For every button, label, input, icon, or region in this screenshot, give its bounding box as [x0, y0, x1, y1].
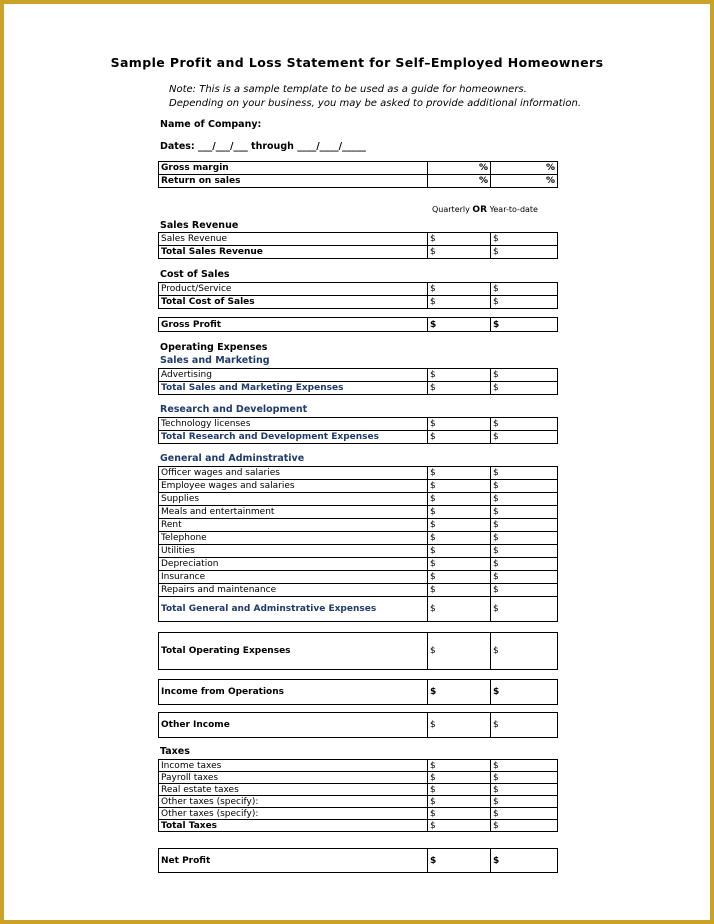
sales-marketing-table: [158, 368, 558, 395]
advertising-item: Advertising: [159, 369, 428, 382]
ga-item: Utilities: [159, 545, 428, 558]
amount-cell[interactable]: $: [428, 633, 491, 670]
amount-cell[interactable]: $: [491, 519, 558, 532]
research-dev-header: Research and Development: [160, 404, 308, 415]
total-sales-marketing: Total Sales and Marketing Expenses: [159, 382, 428, 395]
amount-cell[interactable]: $: [428, 808, 491, 820]
total-sales-revenue: Total Sales Revenue: [159, 246, 428, 259]
ytd-label: Year-to-date: [489, 205, 538, 214]
gross-margin-ytd[interactable]: %: [491, 162, 558, 175]
return-on-sales-ytd[interactable]: %: [491, 175, 558, 188]
amount-cell[interactable]: $: [428, 820, 491, 832]
net-profit-table: [158, 848, 558, 873]
page-title: Sample Profit and Loss Statement for Self–Employed Homeowners: [110, 55, 604, 70]
amount-cell[interactable]: $: [491, 382, 558, 395]
general-admin-header: General and Adminstrative: [160, 453, 305, 464]
gross-profit-table: [158, 317, 558, 332]
total-general-admin: Total General and Adminstrative Expenses: [159, 597, 428, 622]
amount-cell[interactable]: $: [428, 246, 491, 259]
amount-cell[interactable]: $: [491, 318, 558, 332]
amount-cell[interactable]: $: [428, 558, 491, 571]
cost-of-sales-table: [158, 282, 558, 309]
amount-cell[interactable]: $: [491, 571, 558, 584]
amount-cell[interactable]: $: [428, 382, 491, 395]
ga-item: Rent: [159, 519, 428, 532]
gross-margin-label: Gross margin: [159, 162, 428, 175]
operating-expenses-header: Operating Expenses: [160, 342, 268, 353]
other-income-label: Other Income: [159, 713, 428, 738]
amount-cell[interactable]: $: [428, 519, 491, 532]
amount-cell[interactable]: $: [491, 467, 558, 480]
amount-cell[interactable]: $: [428, 506, 491, 519]
amount-cell[interactable]: $: [491, 584, 558, 597]
amount-cell[interactable]: $: [491, 532, 558, 545]
amount-cell[interactable]: $: [491, 849, 558, 873]
other-income-table: [158, 712, 558, 738]
amount-cell[interactable]: $: [491, 820, 558, 832]
ga-item: Telephone: [159, 532, 428, 545]
gross-margin-quarterly[interactable]: %: [428, 162, 491, 175]
ga-item: Insurance: [159, 571, 428, 584]
amount-cell[interactable]: $: [491, 760, 558, 772]
sales-revenue-table: [158, 232, 558, 259]
taxes-table: [158, 759, 558, 832]
amount-cell[interactable]: $: [428, 571, 491, 584]
return-on-sales-quarterly[interactable]: %: [428, 175, 491, 188]
amount-cell[interactable]: $: [491, 296, 558, 309]
amount-cell[interactable]: $: [491, 545, 558, 558]
amount-cell[interactable]: $: [428, 418, 491, 431]
net-profit-label: Net Profit: [159, 849, 428, 873]
amount-cell[interactable]: $: [428, 283, 491, 296]
gross-profit-label: Gross Profit: [159, 318, 428, 332]
ga-item: Repairs and maintenance: [159, 584, 428, 597]
amount-cell[interactable]: $: [428, 532, 491, 545]
sales-revenue-header: Sales Revenue: [160, 220, 239, 231]
note-line-1: Note: This is a sample template to be used as a guide for homeowners.: [169, 84, 527, 95]
amount-cell[interactable]: $: [428, 233, 491, 246]
amount-cell[interactable]: $: [491, 597, 558, 622]
ratios-table: [158, 161, 558, 188]
amount-cell[interactable]: $: [491, 418, 558, 431]
technology-licenses-item: Technology licenses: [159, 418, 428, 431]
amount-cell[interactable]: $: [428, 784, 491, 796]
ga-item: Meals and entertainment: [159, 506, 428, 519]
amount-cell[interactable]: $: [491, 808, 558, 820]
amount-cell[interactable]: $: [428, 296, 491, 309]
tax-item: Payroll taxes: [159, 772, 428, 784]
amount-cell[interactable]: $: [491, 431, 558, 444]
amount-cell[interactable]: $: [428, 369, 491, 382]
amount-cell[interactable]: $: [428, 431, 491, 444]
amount-cell[interactable]: $: [428, 713, 491, 738]
taxes-header: Taxes: [160, 746, 190, 757]
amount-cell[interactable]: $: [428, 545, 491, 558]
income-operations-label: Income from Operations: [159, 680, 428, 705]
amount-cell[interactable]: $: [428, 480, 491, 493]
cost-of-sales-header: Cost of Sales: [160, 269, 230, 280]
tax-item: Real estate taxes: [159, 784, 428, 796]
amount-cell[interactable]: $: [491, 493, 558, 506]
sales-marketing-header: Sales and Marketing: [160, 355, 270, 366]
general-admin-table: [158, 466, 558, 622]
or-label: OR: [472, 205, 488, 215]
quarterly-label: Quarterly: [432, 205, 470, 214]
dates-label: Dates: ___/___/___ through ____/____/_____: [160, 141, 366, 152]
total-operating-table: [158, 632, 558, 670]
ga-item: Employee wages and salaries: [159, 480, 428, 493]
amount-cell[interactable]: $: [428, 584, 491, 597]
amount-cell[interactable]: $: [428, 318, 491, 332]
amount-cell[interactable]: $: [428, 760, 491, 772]
amount-cell[interactable]: $: [491, 283, 558, 296]
total-taxes: Total Taxes: [159, 820, 428, 832]
column-headers: [432, 205, 538, 215]
amount-cell[interactable]: $: [428, 680, 491, 705]
amount-cell[interactable]: $: [428, 849, 491, 873]
return-on-sales-label: Return on sales: [159, 175, 428, 188]
amount-cell[interactable]: $: [428, 493, 491, 506]
sales-revenue-item: Sales Revenue: [159, 233, 428, 246]
amount-cell[interactable]: $: [491, 558, 558, 571]
ga-item: Depreciation: [159, 558, 428, 571]
cost-of-sales-item: Product/Service: [159, 283, 428, 296]
amount-cell[interactable]: $: [491, 506, 558, 519]
total-operating-label: Total Operating Expenses: [159, 633, 428, 670]
amount-cell[interactable]: $: [428, 597, 491, 622]
amount-cell[interactable]: $: [491, 233, 558, 246]
amount-cell[interactable]: $: [428, 772, 491, 784]
research-dev-table: [158, 417, 558, 444]
ga-item: Supplies: [159, 493, 428, 506]
amount-cell[interactable]: $: [491, 246, 558, 259]
amount-cell[interactable]: $: [491, 772, 558, 784]
amount-cell[interactable]: $: [428, 796, 491, 808]
total-cost-of-sales: Total Cost of Sales: [159, 296, 428, 309]
amount-cell[interactable]: $: [491, 796, 558, 808]
tax-item: Other taxes (specify):: [159, 796, 428, 808]
ga-item: Officer wages and salaries: [159, 467, 428, 480]
amount-cell[interactable]: $: [491, 369, 558, 382]
amount-cell[interactable]: $: [491, 713, 558, 738]
amount-cell[interactable]: $: [491, 633, 558, 670]
company-label: Name of Company:: [160, 119, 262, 130]
income-operations-table: [158, 679, 558, 705]
amount-cell[interactable]: $: [491, 784, 558, 796]
amount-cell[interactable]: $: [428, 467, 491, 480]
amount-cell[interactable]: $: [491, 680, 558, 705]
amount-cell[interactable]: $: [491, 480, 558, 493]
total-research-dev: Total Research and Development Expenses: [159, 431, 428, 444]
tax-item: Other taxes (specify):: [159, 808, 428, 820]
tax-item: Income taxes: [159, 760, 428, 772]
note-line-2: Depending on your business, you may be asked to provide additional information.: [169, 98, 582, 109]
